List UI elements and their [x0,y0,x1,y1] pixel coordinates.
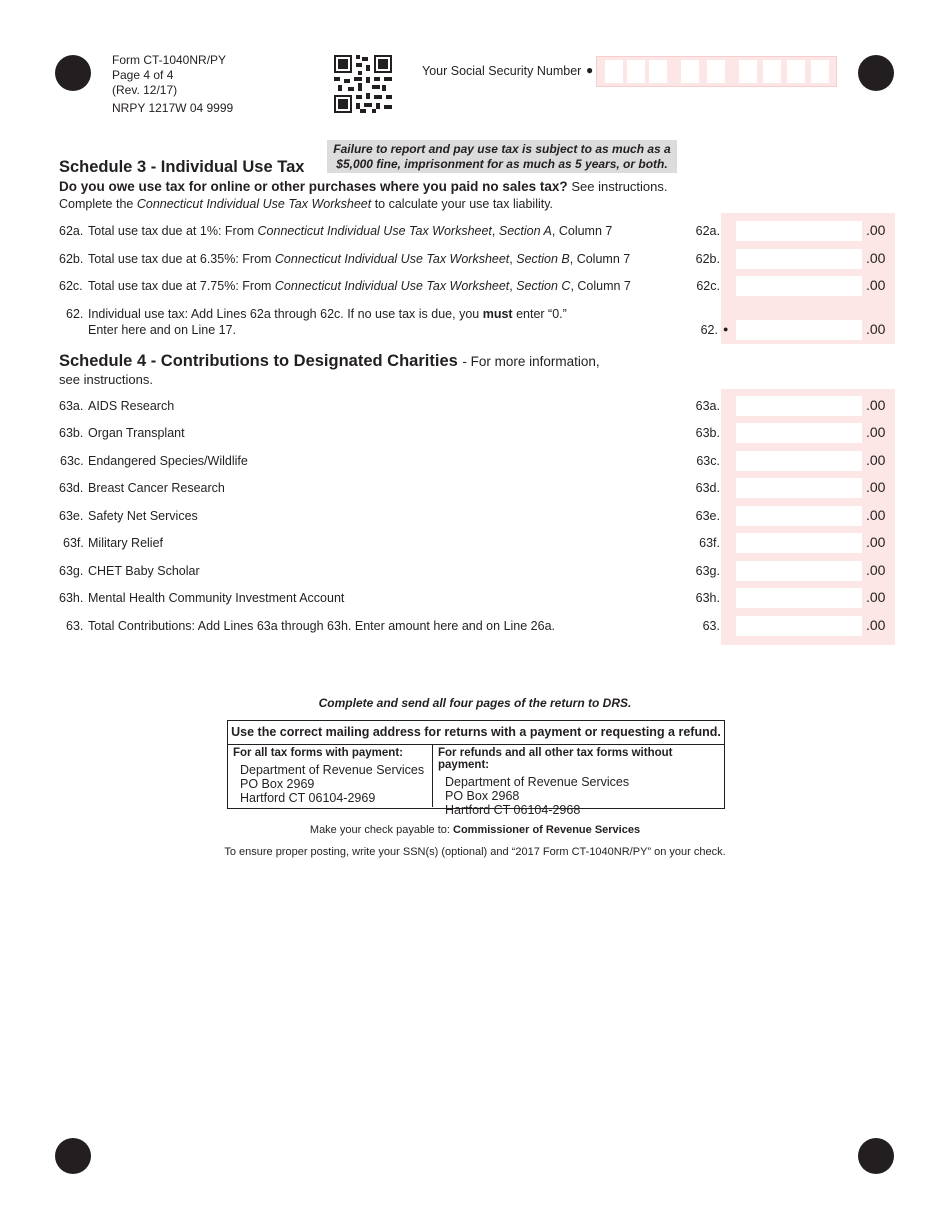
line-number: 63. [66,619,84,633]
address-line: Department of Revenue Services [240,763,425,777]
ssn-digit-cell[interactable] [739,60,757,83]
bullet-icon: ● [586,63,594,77]
mailing-address-header: Use the correct mailing address for returns with a payment or requesting a refund. [228,721,724,745]
line-62-description-2: Enter here and on Line 17. [88,323,237,337]
line-reference: 63a. [695,399,720,413]
mailing-address-box [227,720,725,817]
with-payment-label: For all tax forms with payment [233,747,400,759]
form-code: NRPY 1217W 04 9999 [112,101,234,115]
desc-text: Total use tax due at 6.35%: From [88,252,275,266]
cents-label: .00 [866,617,886,633]
line-62a-amount-input[interactable] [736,221,862,241]
ssn-digit-cell[interactable] [763,60,781,83]
line-62b-description: Total use tax due at 6.35%: From Connecticut Individual Use Tax Worksheet, Section B, Column 7 [88,252,631,266]
schedule-4-subline: see instructions. [59,372,153,387]
ssn-digit-cell[interactable] [605,60,623,83]
note-worksheet-name: Connecticut Individual Use Tax Worksheet [136,197,372,211]
line-63c-description: Endangered Species/Wildlife [88,454,248,468]
complete-all-pages-note: Complete and send all four pages of the return to DRS. [318,696,632,710]
line-number: 62a. [59,224,84,238]
line-reference: 62a. [695,224,720,238]
cents-label: .00 [866,277,886,293]
notice-line: Failure to report and pay use tax is subject to as much as a [333,142,671,156]
line-reference: 63c. [696,454,720,468]
line-62a-description: Total use tax due at 1%: From Connecticut Individual Use Tax Worksheet, Section A, Column 7 [88,224,613,238]
line-number: 63c. [60,454,84,468]
registration-mark-bottom-right [858,1138,894,1174]
desc-section: Section A [498,224,552,238]
address-line: Department of Revenue Services [445,775,630,789]
line-63f-amount-input[interactable] [736,533,862,553]
question-text: Do you owe use tax for online or other purchases where you paid no sales tax? [59,179,568,194]
posting-note: To ensure proper posting, write your SSN(s) (optional) and “2017 Form CT-1040NR/PY” on your check. [224,846,726,858]
form-revision: (Rev. 12/17) [112,83,178,97]
schedule-4-title-suffix: - For more information, [462,354,600,369]
line-number: 62c. [59,279,83,293]
without-payment-label: For refunds and all other tax forms without payment [438,747,673,771]
line-62-amount-input[interactable] [736,320,862,340]
desc-section: Section C [516,279,571,293]
desc-text: Individual use tax: Add Lines 62a through 62c. If no use tax is due, you [88,307,480,321]
line-62b-amount-input[interactable] [736,249,862,269]
ssn-digit-cell[interactable] [707,60,725,83]
cents-label: .00 [866,424,886,440]
cents-label: .00 [866,534,886,550]
address-line: Hartford CT 06104-2969 [240,791,376,805]
line-number: 63g. [59,564,84,578]
line-63h-amount-input[interactable] [736,588,862,608]
desc-worksheet: Connecticut Individual Use Tax Worksheet [257,224,492,238]
desc-text: Total use tax due at 1%: From [88,224,258,238]
line-reference: 63d. [695,481,720,495]
line-63-amount-input[interactable] [736,616,862,636]
line-number: 63f. [63,536,84,550]
line-63h-description: Mental Health Community Investment Account [88,591,345,605]
desc-text: enter “0.” [516,307,567,321]
cents-label: .00 [866,321,886,337]
line-63d-amount-input[interactable] [736,478,862,498]
desc-column: , Column 7 [569,252,631,266]
line-63g-description: CHET Baby Scholar [88,564,200,578]
line-reference: 63g. [695,564,720,578]
cents-label: .00 [866,589,886,605]
line-63b-amount-input[interactable] [736,423,862,443]
registration-mark-top-right [858,55,894,91]
with-payment-address: For all tax forms with payment: Department of Revenue Services PO Box 2969 Hartford CT 06104-2969 [228,745,433,807]
note-text: Complete the [59,197,134,211]
line-reference: 62b. [695,252,720,266]
cents-label: .00 [866,397,886,413]
cents-label: .00 [866,507,886,523]
question-suffix: See instructions. [571,179,668,194]
desc-worksheet: Connecticut Individual Use Tax Worksheet [274,252,510,266]
ssn-digit-cell[interactable] [681,60,699,83]
line-63d-description: Breast Cancer Research [88,481,225,495]
line-63-description: Total Contributions: Add Lines 63a through 63h. Enter amount here and on Line 26a. [88,619,555,633]
cents-label: .00 [866,479,886,495]
line-reference: 62c. [696,279,720,293]
registration-mark-bottom-left [55,1138,91,1174]
line-63a-description: AIDS Research [88,399,175,413]
desc-column: , Column 7 [551,224,613,238]
form-name: Form CT-1040NR/PY [112,53,227,67]
note-text: to calculate your use tax liability. [374,197,554,211]
ssn-digit-cell[interactable] [627,60,645,83]
cents-label: .00 [866,562,886,578]
line-number: 63h. [59,591,84,605]
line-reference: 63f. [699,536,720,550]
without-payment-address: For refunds and all other tax forms without payment: Department of Revenue Services PO Box 2968 Hartford CT 06104-2968 [433,745,723,807]
use-tax-question [59,179,668,194]
address-line: PO Box 2969 [240,777,315,791]
schedule-4-title-text: Schedule 4 - Contributions to Designated Charities [59,352,458,370]
desc-section: Section B [516,252,570,266]
registration-mark-top-left [55,55,91,91]
ssn-label: Your Social Security Number [422,64,582,78]
line-reference: 63e. [695,509,720,523]
cents-label: .00 [866,452,886,468]
line-63f-description: Military Relief [88,536,164,550]
line-number: 63e. [59,509,84,523]
schedule-4-title [59,352,600,371]
line-reference: 63b. [695,426,720,440]
line-number: 63d. [59,481,84,495]
line-63e-amount-input[interactable] [736,506,862,526]
cents-label: .00 [866,250,886,266]
line-reference: 63h. [695,591,720,605]
ssn-digit-cell[interactable] [649,60,667,83]
ssn-digit-cell[interactable] [787,60,805,83]
address-line: Hartford CT 06104-2968 [445,803,581,817]
line-reference: 62. [700,323,718,337]
desc-worksheet: Connecticut Individual Use Tax Worksheet [274,279,510,293]
line-63g-amount-input[interactable] [736,561,862,581]
desc-emphasis: must [482,307,513,321]
ssn-digit-cell[interactable] [811,60,829,83]
line-62c-description: Total use tax due at 7.75%: From Connecticut Individual Use Tax Worksheet, Section C, Column 7 [88,279,631,293]
address-line: PO Box 2968 [445,789,520,803]
notice-line: $5,000 fine, imprisonment for as much as 5 years, or both. [336,157,668,171]
penalty-notice [327,140,677,173]
line-number: 63a. [59,399,84,413]
schedule-3-title: Schedule 3 - Individual Use Tax [59,158,305,176]
payable-prefix: Make your check payable to: [309,824,450,836]
desc-text: Total use tax due at 7.75%: From [88,279,275,293]
payable-to-name: Commissioner of Revenue Services [453,824,641,836]
desc-column: , Column 7 [570,279,631,293]
ssn-field[interactable] [596,56,837,87]
line-63b-description: Organ Transplant [88,426,185,440]
payable-to-note [0,824,950,836]
line-number: 62. [66,307,84,321]
qr-code-icon [334,55,392,113]
line-reference: 63. [702,619,720,633]
line-number: 63b. [59,426,84,440]
cents-label: .00 [866,222,886,238]
worksheet-note [59,197,553,211]
line-63e-description: Safety Net Services [88,509,198,523]
line-63c-amount-input[interactable] [736,451,862,471]
page-number: Page 4 of 4 [112,68,174,82]
line-63a-amount-input[interactable] [736,396,862,416]
line-62c-amount-input[interactable] [736,276,862,296]
bullet-icon: ● [723,324,729,334]
line-62-description [88,307,567,321]
line-number: 62b. [59,252,84,266]
